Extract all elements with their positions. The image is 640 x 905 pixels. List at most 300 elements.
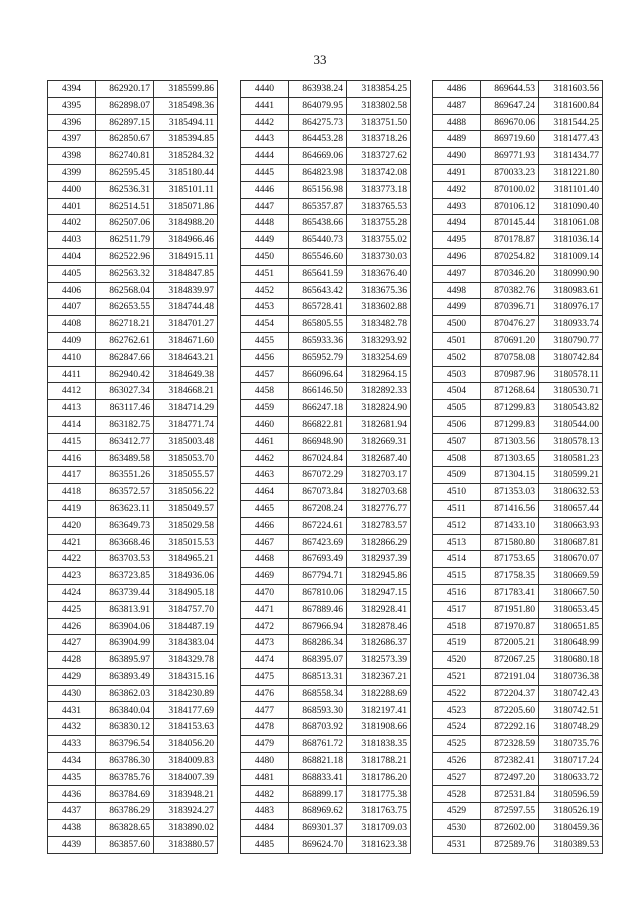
point-number-cell: 4415 xyxy=(48,433,96,450)
table-row xyxy=(433,517,603,534)
table-row xyxy=(433,769,603,786)
y-coordinate-cell: 3181788.21 xyxy=(347,752,411,769)
point-number-cell: 4424 xyxy=(48,584,96,601)
y-coordinate-cell: 3180578.11 xyxy=(539,366,603,383)
y-coordinate-cell: 3184714.29 xyxy=(154,400,218,417)
point-number-cell: 4475 xyxy=(241,668,289,685)
y-coordinate-cell: 3180632.53 xyxy=(539,484,603,501)
table-row xyxy=(433,164,603,181)
x-coordinate-cell: 863862.03 xyxy=(96,685,154,702)
table-row xyxy=(48,517,218,534)
x-coordinate-cell: 865643.42 xyxy=(289,282,347,299)
point-number-cell: 4434 xyxy=(48,752,96,769)
x-coordinate-cell: 871268.64 xyxy=(481,383,539,400)
table-row xyxy=(433,248,603,265)
y-coordinate-cell: 3183880.57 xyxy=(154,836,218,853)
point-number-cell: 4455 xyxy=(241,332,289,349)
point-number-cell: 4403 xyxy=(48,232,96,249)
point-number-cell: 4413 xyxy=(48,400,96,417)
y-coordinate-cell: 3181061.08 xyxy=(539,215,603,232)
y-coordinate-cell: 3180742.84 xyxy=(539,349,603,366)
point-number-cell: 4511 xyxy=(433,500,481,517)
y-coordinate-cell: 3180599.21 xyxy=(539,467,603,484)
table-row xyxy=(48,316,218,333)
table-row xyxy=(241,652,411,669)
table-row xyxy=(433,568,603,585)
table-row xyxy=(433,282,603,299)
coordinate-table-2 xyxy=(240,80,411,854)
y-coordinate-cell: 3183254.69 xyxy=(347,349,411,366)
y-coordinate-cell: 3180667.50 xyxy=(539,584,603,601)
table-row xyxy=(241,114,411,131)
point-number-cell: 4512 xyxy=(433,517,481,534)
point-number-cell: 4457 xyxy=(241,366,289,383)
y-coordinate-cell: 3183924.27 xyxy=(154,803,218,820)
table-row xyxy=(241,685,411,702)
table-row xyxy=(241,383,411,400)
table-row xyxy=(241,232,411,249)
x-coordinate-cell: 872005.21 xyxy=(481,635,539,652)
x-coordinate-cell: 862568.04 xyxy=(96,282,154,299)
x-coordinate-cell: 871304.15 xyxy=(481,467,539,484)
x-coordinate-cell: 870254.82 xyxy=(481,248,539,265)
point-number-cell: 4398 xyxy=(48,148,96,165)
y-coordinate-cell: 3182866.29 xyxy=(347,534,411,551)
y-coordinate-cell: 3180459.36 xyxy=(539,820,603,837)
y-coordinate-cell: 3184383.04 xyxy=(154,635,218,652)
point-number-cell: 4404 xyxy=(48,248,96,265)
point-number-cell: 4449 xyxy=(241,232,289,249)
point-number-cell: 4433 xyxy=(48,736,96,753)
point-number-cell: 4458 xyxy=(241,383,289,400)
x-coordinate-cell: 871783.41 xyxy=(481,584,539,601)
y-coordinate-cell: 3180581.23 xyxy=(539,450,603,467)
y-coordinate-cell: 3180389.53 xyxy=(539,836,603,853)
point-number-cell: 4462 xyxy=(241,450,289,467)
table-row xyxy=(48,215,218,232)
point-number-cell: 4416 xyxy=(48,450,96,467)
x-coordinate-cell: 868513.31 xyxy=(289,668,347,685)
point-number-cell: 4437 xyxy=(48,803,96,820)
point-number-cell: 4529 xyxy=(433,803,481,820)
point-number-cell: 4482 xyxy=(241,786,289,803)
point-number-cell: 4431 xyxy=(48,702,96,719)
x-coordinate-cell: 862850.67 xyxy=(96,131,154,148)
y-coordinate-cell: 3184771.74 xyxy=(154,416,218,433)
table-row xyxy=(241,517,411,534)
point-number-cell: 4406 xyxy=(48,282,96,299)
x-coordinate-cell: 865546.60 xyxy=(289,248,347,265)
x-coordinate-cell: 870106.12 xyxy=(481,198,539,215)
x-coordinate-cell: 871299.83 xyxy=(481,416,539,433)
point-number-cell: 4418 xyxy=(48,484,96,501)
x-coordinate-cell: 863412.77 xyxy=(96,433,154,450)
y-coordinate-cell: 3182367.21 xyxy=(347,668,411,685)
y-coordinate-cell: 3180736.38 xyxy=(539,668,603,685)
x-coordinate-cell: 863027.34 xyxy=(96,383,154,400)
point-number-cell: 4488 xyxy=(433,114,481,131)
x-coordinate-cell: 862511.79 xyxy=(96,232,154,249)
y-coordinate-cell: 3180748.29 xyxy=(539,719,603,736)
x-coordinate-cell: 870346.20 xyxy=(481,265,539,282)
point-number-cell: 4399 xyxy=(48,164,96,181)
point-number-cell: 4505 xyxy=(433,400,481,417)
x-coordinate-cell: 862514.51 xyxy=(96,198,154,215)
y-coordinate-cell: 3182703.17 xyxy=(347,467,411,484)
y-coordinate-cell: 3184649.38 xyxy=(154,366,218,383)
point-number-cell: 4442 xyxy=(241,114,289,131)
y-coordinate-cell: 3184671.60 xyxy=(154,332,218,349)
x-coordinate-cell: 871951.80 xyxy=(481,601,539,618)
y-coordinate-cell: 3184905.18 xyxy=(154,584,218,601)
x-coordinate-cell: 871433.10 xyxy=(481,517,539,534)
x-coordinate-cell: 870396.71 xyxy=(481,299,539,316)
table-row xyxy=(433,366,603,383)
x-coordinate-cell: 863117.46 xyxy=(96,400,154,417)
y-coordinate-cell: 3182783.57 xyxy=(347,517,411,534)
x-coordinate-cell: 871416.56 xyxy=(481,500,539,517)
y-coordinate-cell: 3183755.28 xyxy=(347,215,411,232)
point-number-cell: 4410 xyxy=(48,349,96,366)
y-coordinate-cell: 3180933.74 xyxy=(539,316,603,333)
point-number-cell: 4422 xyxy=(48,551,96,568)
table-row xyxy=(241,500,411,517)
point-number-cell: 4443 xyxy=(241,131,289,148)
y-coordinate-cell: 3185049.57 xyxy=(154,500,218,517)
point-number-cell: 4491 xyxy=(433,164,481,181)
point-number-cell: 4476 xyxy=(241,685,289,702)
x-coordinate-cell: 867889.46 xyxy=(289,601,347,618)
x-coordinate-cell: 865440.73 xyxy=(289,232,347,249)
point-number-cell: 4426 xyxy=(48,618,96,635)
y-coordinate-cell: 3180742.51 xyxy=(539,702,603,719)
x-coordinate-cell: 871970.87 xyxy=(481,618,539,635)
x-coordinate-cell: 871303.65 xyxy=(481,450,539,467)
table-row xyxy=(241,601,411,618)
x-coordinate-cell: 865641.59 xyxy=(289,265,347,282)
point-number-cell: 4518 xyxy=(433,618,481,635)
x-coordinate-cell: 870382.76 xyxy=(481,282,539,299)
table-row xyxy=(433,803,603,820)
point-number-cell: 4485 xyxy=(241,836,289,853)
point-number-cell: 4402 xyxy=(48,215,96,232)
point-number-cell: 4480 xyxy=(241,752,289,769)
y-coordinate-cell: 3183948.21 xyxy=(154,786,218,803)
y-coordinate-cell: 3182892.33 xyxy=(347,383,411,400)
y-coordinate-cell: 3185053.70 xyxy=(154,450,218,467)
point-number-cell: 4420 xyxy=(48,517,96,534)
point-number-cell: 4454 xyxy=(241,316,289,333)
y-coordinate-cell: 3182197.41 xyxy=(347,702,411,719)
table-row xyxy=(433,467,603,484)
point-number-cell: 4507 xyxy=(433,433,481,450)
y-coordinate-cell: 3180717.24 xyxy=(539,752,603,769)
y-coordinate-cell: 3184315.16 xyxy=(154,668,218,685)
table-row xyxy=(241,702,411,719)
x-coordinate-cell: 868703.92 xyxy=(289,719,347,736)
point-number-cell: 4464 xyxy=(241,484,289,501)
table-row xyxy=(433,400,603,417)
point-number-cell: 4514 xyxy=(433,551,481,568)
table-row xyxy=(241,316,411,333)
point-number-cell: 4438 xyxy=(48,820,96,837)
table-row xyxy=(48,81,218,98)
point-number-cell: 4395 xyxy=(48,97,96,114)
x-coordinate-cell: 871299.83 xyxy=(481,400,539,417)
x-coordinate-cell: 862847.66 xyxy=(96,349,154,366)
x-coordinate-cell: 864823.98 xyxy=(289,164,347,181)
point-number-cell: 4471 xyxy=(241,601,289,618)
point-number-cell: 4465 xyxy=(241,500,289,517)
table-row xyxy=(241,450,411,467)
point-number-cell: 4502 xyxy=(433,349,481,366)
point-number-cell: 4456 xyxy=(241,349,289,366)
table-row xyxy=(433,551,603,568)
table-row xyxy=(433,181,603,198)
point-number-cell: 4440 xyxy=(241,81,289,98)
x-coordinate-cell: 863786.29 xyxy=(96,803,154,820)
table-row xyxy=(433,534,603,551)
x-coordinate-cell: 868899.17 xyxy=(289,786,347,803)
x-coordinate-cell: 868969.62 xyxy=(289,803,347,820)
table-row xyxy=(48,332,218,349)
y-coordinate-cell: 3185071.86 xyxy=(154,198,218,215)
point-number-cell: 4463 xyxy=(241,467,289,484)
x-coordinate-cell: 864079.95 xyxy=(289,97,347,114)
table-row xyxy=(48,551,218,568)
y-coordinate-cell: 3180669.59 xyxy=(539,568,603,585)
table-row xyxy=(48,131,218,148)
x-coordinate-cell: 863668.46 xyxy=(96,534,154,551)
x-coordinate-cell: 869719.60 xyxy=(481,131,539,148)
x-coordinate-cell: 870145.44 xyxy=(481,215,539,232)
table-row xyxy=(241,719,411,736)
point-number-cell: 4435 xyxy=(48,769,96,786)
x-coordinate-cell: 863938.24 xyxy=(289,81,347,98)
x-coordinate-cell: 867693.49 xyxy=(289,551,347,568)
x-coordinate-cell: 863785.76 xyxy=(96,769,154,786)
x-coordinate-cell: 867423.69 xyxy=(289,534,347,551)
y-coordinate-cell: 3185180.44 xyxy=(154,164,218,181)
y-coordinate-cell: 3180687.81 xyxy=(539,534,603,551)
y-coordinate-cell: 3182703.68 xyxy=(347,484,411,501)
table-row xyxy=(48,97,218,114)
y-coordinate-cell: 3184936.06 xyxy=(154,568,218,585)
table-row xyxy=(48,484,218,501)
y-coordinate-cell: 3181434.77 xyxy=(539,148,603,165)
y-coordinate-cell: 3184487.19 xyxy=(154,618,218,635)
x-coordinate-cell: 866822.81 xyxy=(289,416,347,433)
table-row xyxy=(241,181,411,198)
y-coordinate-cell: 3181623.38 xyxy=(347,836,411,853)
point-number-cell: 4429 xyxy=(48,668,96,685)
point-number-cell: 4493 xyxy=(433,198,481,215)
y-coordinate-cell: 3184009.83 xyxy=(154,752,218,769)
x-coordinate-cell: 870100.02 xyxy=(481,181,539,198)
table-row xyxy=(241,433,411,450)
x-coordinate-cell: 862740.81 xyxy=(96,148,154,165)
table-row xyxy=(241,215,411,232)
table-row xyxy=(241,467,411,484)
table-row xyxy=(48,635,218,652)
y-coordinate-cell: 3183676.40 xyxy=(347,265,411,282)
table-row xyxy=(48,702,218,719)
table-row xyxy=(48,736,218,753)
x-coordinate-cell: 863572.57 xyxy=(96,484,154,501)
point-number-cell: 4486 xyxy=(433,81,481,98)
x-coordinate-cell: 872328.59 xyxy=(481,736,539,753)
x-coordinate-cell: 870758.08 xyxy=(481,349,539,366)
x-coordinate-cell: 869301.37 xyxy=(289,820,347,837)
table-row xyxy=(433,668,603,685)
table-row xyxy=(241,551,411,568)
point-number-cell: 4401 xyxy=(48,198,96,215)
table-row xyxy=(433,265,603,282)
x-coordinate-cell: 866948.90 xyxy=(289,433,347,450)
table-row xyxy=(433,383,603,400)
table-row xyxy=(241,148,411,165)
table-row xyxy=(433,349,603,366)
y-coordinate-cell: 3183730.03 xyxy=(347,248,411,265)
y-coordinate-cell: 3183773.18 xyxy=(347,181,411,198)
table-row xyxy=(48,500,218,517)
y-coordinate-cell: 3185015.53 xyxy=(154,534,218,551)
table-row xyxy=(48,769,218,786)
table-row xyxy=(433,114,603,131)
x-coordinate-cell: 868821.18 xyxy=(289,752,347,769)
y-coordinate-cell: 3184056.20 xyxy=(154,736,218,753)
point-number-cell: 4419 xyxy=(48,500,96,517)
y-coordinate-cell: 3185029.58 xyxy=(154,517,218,534)
y-coordinate-cell: 3180633.72 xyxy=(539,769,603,786)
table-row xyxy=(48,820,218,837)
point-number-cell: 4453 xyxy=(241,299,289,316)
table-row xyxy=(433,299,603,316)
table-row xyxy=(241,752,411,769)
x-coordinate-cell: 872597.55 xyxy=(481,803,539,820)
y-coordinate-cell: 3185599.86 xyxy=(154,81,218,98)
table-row xyxy=(48,299,218,316)
table-row xyxy=(241,769,411,786)
x-coordinate-cell: 863623.11 xyxy=(96,500,154,517)
x-coordinate-cell: 869647.24 xyxy=(481,97,539,114)
x-coordinate-cell: 868833.41 xyxy=(289,769,347,786)
y-coordinate-cell: 3181221.80 xyxy=(539,164,603,181)
y-coordinate-cell: 3185498.36 xyxy=(154,97,218,114)
x-coordinate-cell: 865728.41 xyxy=(289,299,347,316)
x-coordinate-cell: 862563.32 xyxy=(96,265,154,282)
point-number-cell: 4408 xyxy=(48,316,96,333)
point-number-cell: 4473 xyxy=(241,635,289,652)
x-coordinate-cell: 864453.28 xyxy=(289,131,347,148)
table-row xyxy=(48,433,218,450)
y-coordinate-cell: 3185055.57 xyxy=(154,467,218,484)
x-coordinate-cell: 872497.20 xyxy=(481,769,539,786)
y-coordinate-cell: 3180651.85 xyxy=(539,618,603,635)
x-coordinate-cell: 866146.50 xyxy=(289,383,347,400)
y-coordinate-cell: 3183802.58 xyxy=(347,97,411,114)
x-coordinate-cell: 862940.42 xyxy=(96,366,154,383)
y-coordinate-cell: 3182573.39 xyxy=(347,652,411,669)
y-coordinate-cell: 3185003.48 xyxy=(154,433,218,450)
y-coordinate-cell: 3184847.85 xyxy=(154,265,218,282)
point-number-cell: 4394 xyxy=(48,81,96,98)
table-row xyxy=(433,752,603,769)
table-row xyxy=(433,635,603,652)
y-coordinate-cell: 3184839.97 xyxy=(154,282,218,299)
x-coordinate-cell: 866247.18 xyxy=(289,400,347,417)
table-row xyxy=(433,736,603,753)
table-row xyxy=(48,467,218,484)
y-coordinate-cell: 3184701.27 xyxy=(154,316,218,333)
y-coordinate-cell: 3182776.77 xyxy=(347,500,411,517)
table-row xyxy=(433,148,603,165)
y-coordinate-cell: 3181838.35 xyxy=(347,736,411,753)
point-number-cell: 4513 xyxy=(433,534,481,551)
y-coordinate-cell: 3184177.69 xyxy=(154,702,218,719)
x-coordinate-cell: 863551.26 xyxy=(96,467,154,484)
x-coordinate-cell: 867810.06 xyxy=(289,584,347,601)
table-row xyxy=(433,316,603,333)
table-row xyxy=(433,97,603,114)
table-row xyxy=(241,635,411,652)
table-row xyxy=(433,332,603,349)
x-coordinate-cell: 863723.85 xyxy=(96,568,154,585)
x-coordinate-cell: 869644.53 xyxy=(481,81,539,98)
x-coordinate-cell: 870033.23 xyxy=(481,164,539,181)
point-number-cell: 4459 xyxy=(241,400,289,417)
x-coordinate-cell: 865156.98 xyxy=(289,181,347,198)
y-coordinate-cell: 3181709.03 xyxy=(347,820,411,837)
point-number-cell: 4515 xyxy=(433,568,481,585)
x-coordinate-cell: 871758.35 xyxy=(481,568,539,585)
table-row xyxy=(241,366,411,383)
x-coordinate-cell: 865357.87 xyxy=(289,198,347,215)
point-number-cell: 4441 xyxy=(241,97,289,114)
y-coordinate-cell: 3180976.17 xyxy=(539,299,603,316)
point-number-cell: 4396 xyxy=(48,114,96,131)
point-number-cell: 4522 xyxy=(433,685,481,702)
y-coordinate-cell: 3181036.14 xyxy=(539,232,603,249)
y-coordinate-cell: 3185394.85 xyxy=(154,131,218,148)
point-number-cell: 4520 xyxy=(433,652,481,669)
table-row xyxy=(241,836,411,853)
point-number-cell: 4510 xyxy=(433,484,481,501)
y-coordinate-cell: 3181603.56 xyxy=(539,81,603,98)
x-coordinate-cell: 870178.87 xyxy=(481,232,539,249)
y-coordinate-cell: 3183293.92 xyxy=(347,332,411,349)
point-number-cell: 4417 xyxy=(48,467,96,484)
point-number-cell: 4500 xyxy=(433,316,481,333)
y-coordinate-cell: 3181600.84 xyxy=(539,97,603,114)
table-row xyxy=(241,820,411,837)
x-coordinate-cell: 863489.58 xyxy=(96,450,154,467)
point-number-cell: 4483 xyxy=(241,803,289,820)
table-row xyxy=(241,618,411,635)
x-coordinate-cell: 870691.20 xyxy=(481,332,539,349)
y-coordinate-cell: 3185284.32 xyxy=(154,148,218,165)
x-coordinate-cell: 865805.55 xyxy=(289,316,347,333)
x-coordinate-cell: 870476.27 xyxy=(481,316,539,333)
point-number-cell: 4489 xyxy=(433,131,481,148)
y-coordinate-cell: 3182947.15 xyxy=(347,584,411,601)
table-row xyxy=(48,685,218,702)
table-row xyxy=(241,299,411,316)
y-coordinate-cell: 3181477.43 xyxy=(539,131,603,148)
y-coordinate-cell: 3183718.26 xyxy=(347,131,411,148)
x-coordinate-cell: 862762.61 xyxy=(96,332,154,349)
x-coordinate-cell: 869670.06 xyxy=(481,114,539,131)
